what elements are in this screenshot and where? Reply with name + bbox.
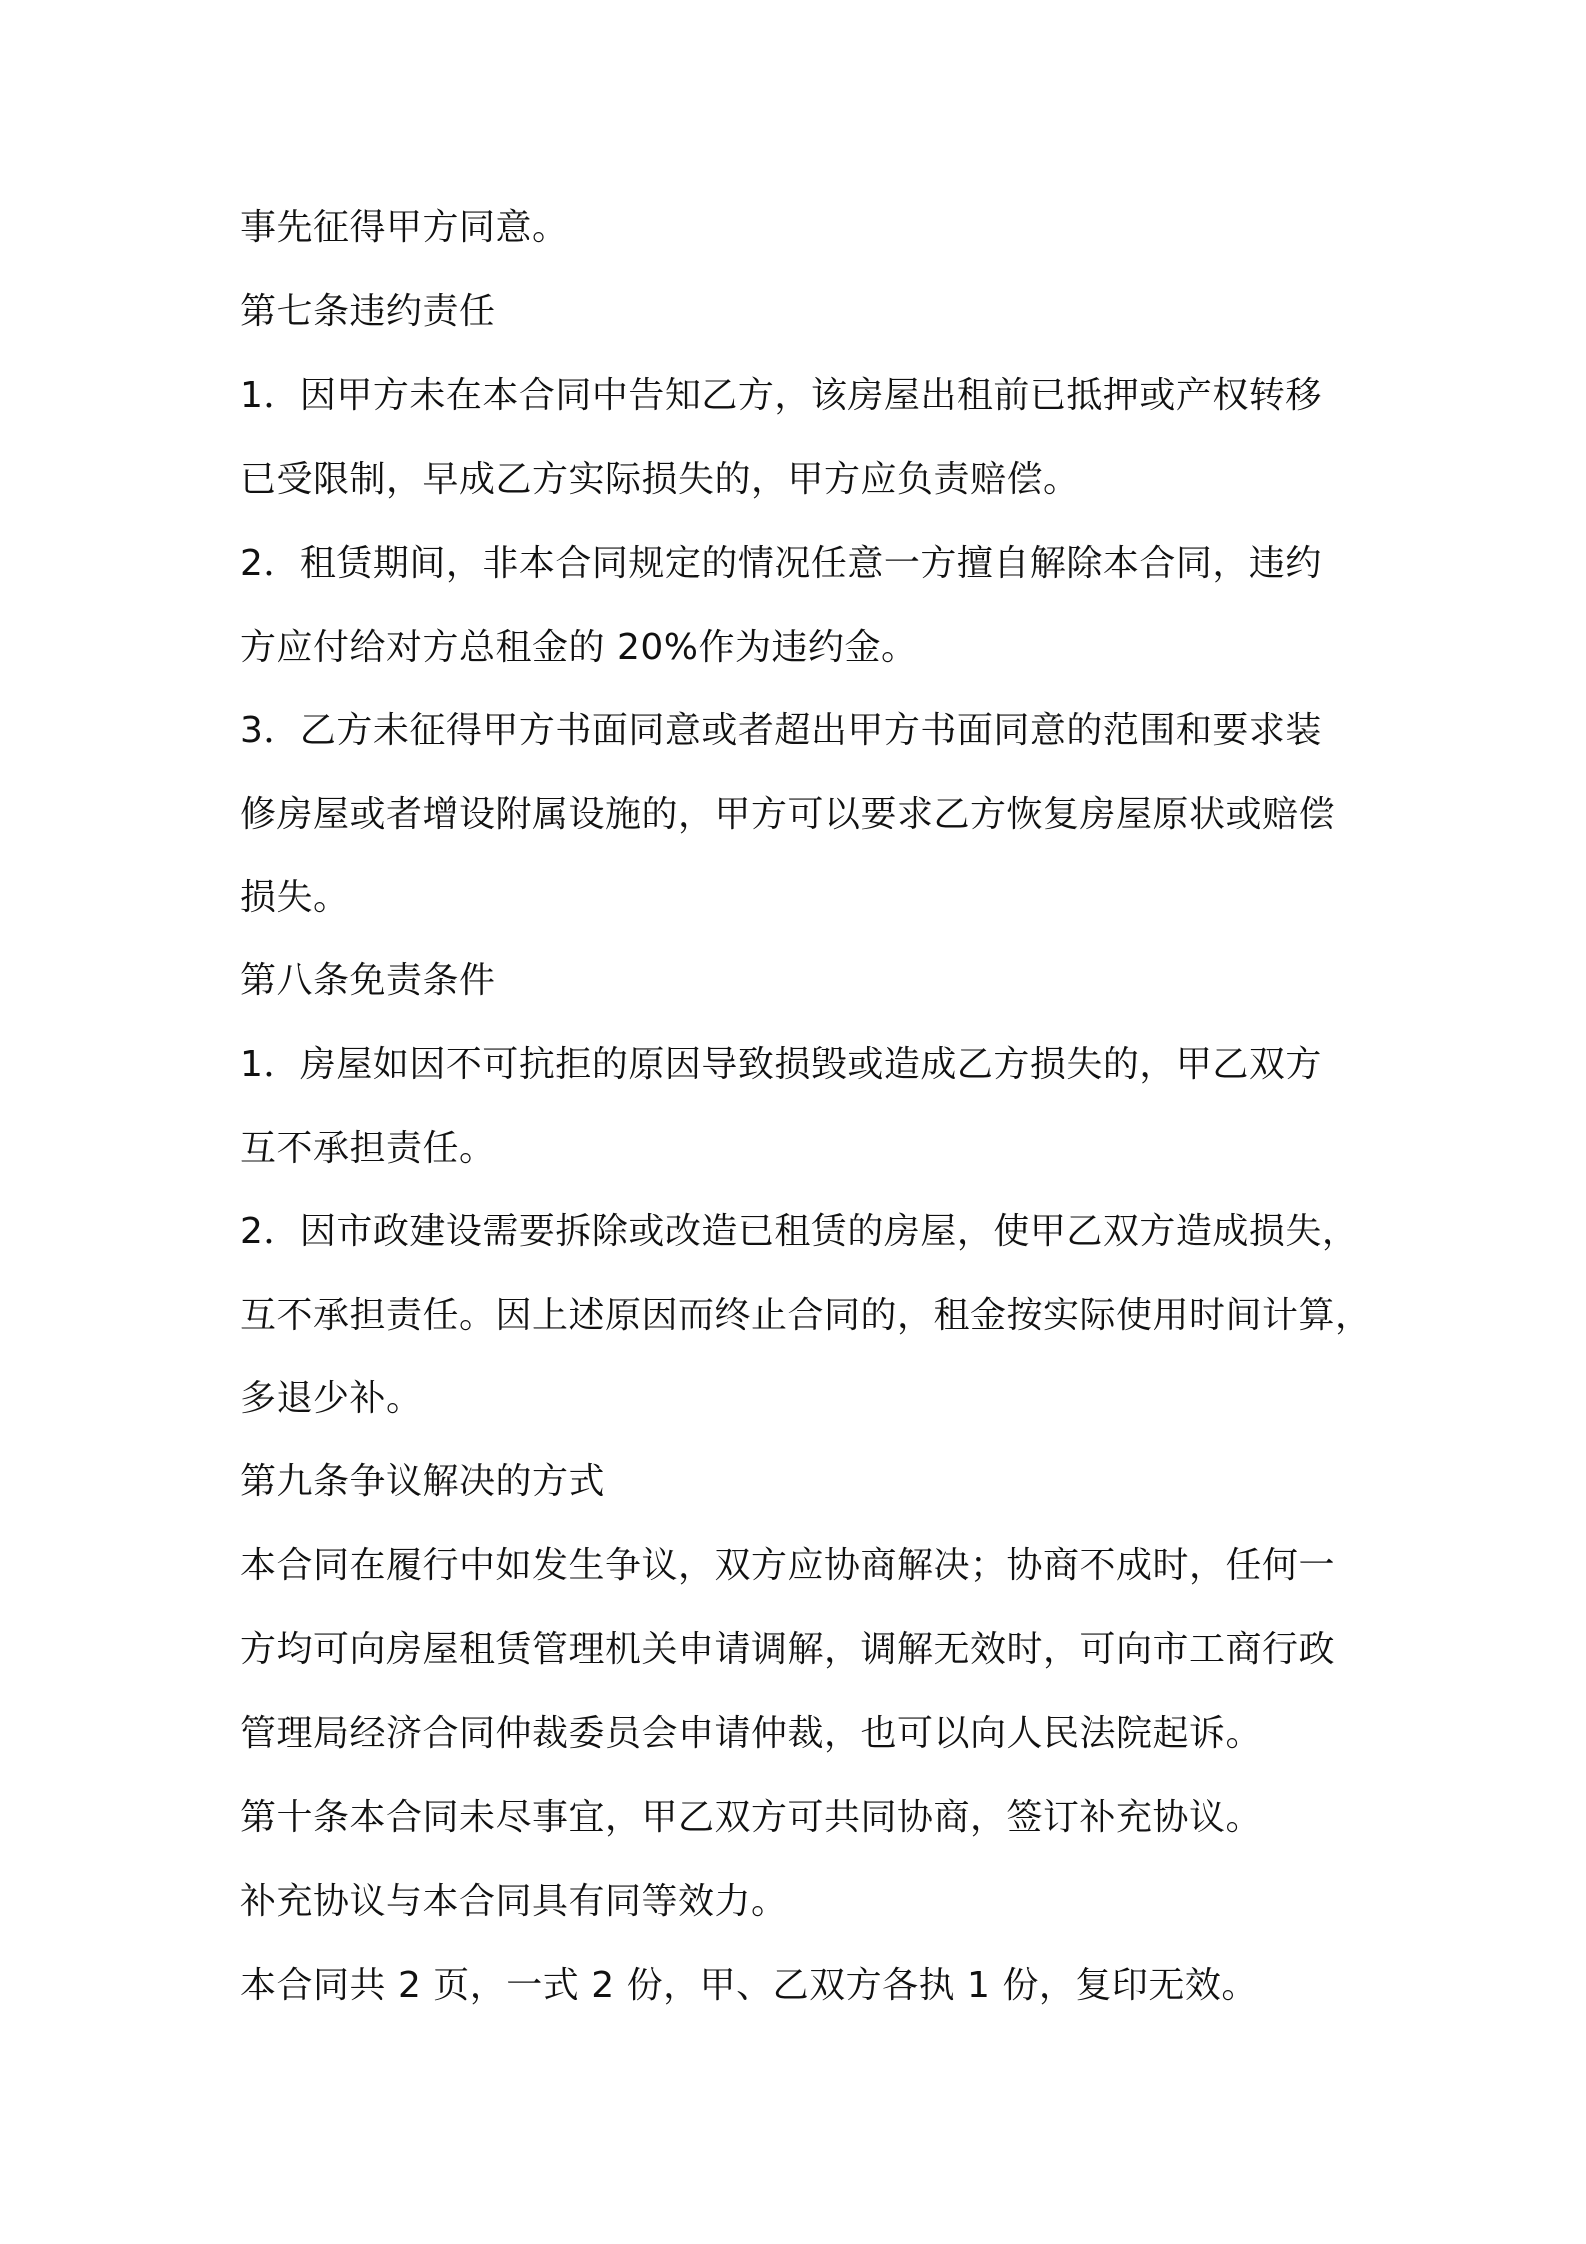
text-line: 互不承担责任。	[240, 1128, 496, 1169]
text-line: 1．因甲方未在本合同中告知乙方，该房屋出租前已抵押或产权转移	[240, 375, 1322, 416]
text-line: 补充协议与本合同具有同等效力。	[240, 1881, 788, 1922]
text-line: 1．房屋如因不可抗拒的原因导致损毁或造成乙方损失的，甲乙双方	[240, 1044, 1322, 1085]
text-line: 方应付给对方总租金的 20%作为违约金。	[240, 627, 918, 668]
text-line: 修房屋或者增设附属设施的，甲方可以要求乙方恢复房屋原状或赔偿	[240, 794, 1336, 835]
text-line: 已受限制，早成乙方实际损失的，甲方应负责赔偿。	[240, 459, 1080, 500]
text-line: 3．乙方未征得甲方书面同意或者超出甲方书面同意的范围和要求装	[240, 710, 1322, 751]
text-line: 事先征得甲方同意。	[240, 207, 569, 248]
text-line: 2．因市政建设需要拆除或改造已租赁的房屋，使甲乙双方造成损失，	[240, 1211, 1359, 1252]
text-line: 本合同共 2 页，一式 2 份，甲、乙双方各执 1 份，复印无效。	[240, 1965, 1258, 2006]
section-heading: 第七条违约责任	[240, 291, 496, 332]
text-line: 方均可向房屋租赁管理机关申请调解，调解无效时，可向市工商行政	[240, 1629, 1336, 1670]
text-line: 多退少补。	[240, 1378, 423, 1419]
text-line: 损失。	[240, 877, 350, 918]
text-line: 本合同在履行中如发生争议，双方应协商解决；协商不成时，任何一	[240, 1545, 1336, 1586]
section-heading: 第十条本合同未尽事宜，甲乙双方可共同协商，签订补充协议。	[240, 1797, 1263, 1838]
section-heading: 第九条争议解决的方式	[240, 1461, 606, 1502]
text-line: 管理局经济合同仲裁委员会申请仲裁，也可以向人民法院起诉。	[240, 1713, 1263, 1754]
text-line: 互不承担责任。因上述原因而终止合同的，租金按实际使用时间计算，	[240, 1295, 1372, 1336]
section-heading: 第八条免责条件	[240, 960, 496, 1001]
text-line: 2．租赁期间，非本合同规定的情况任意一方擅自解除本合同，违约	[240, 543, 1322, 584]
